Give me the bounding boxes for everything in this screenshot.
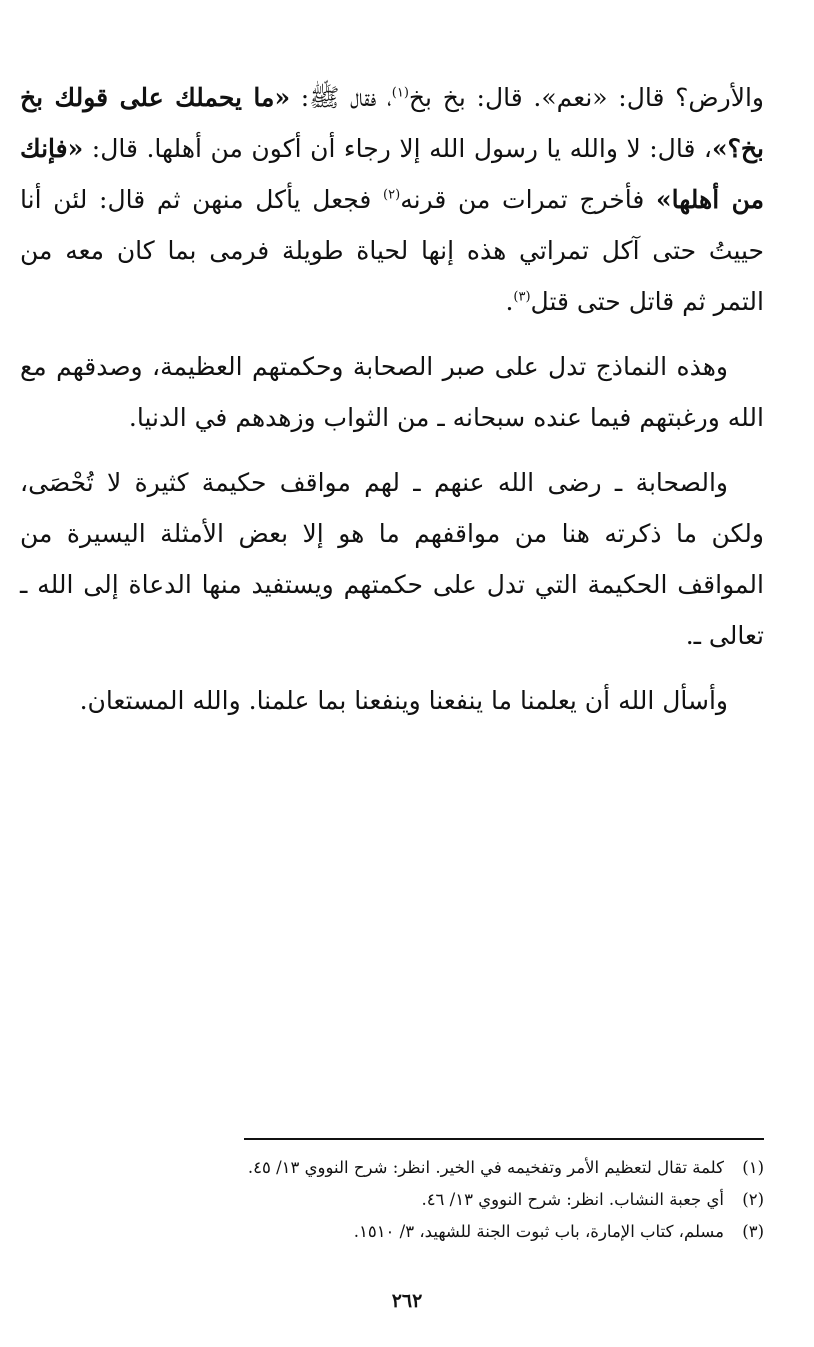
page-number: ٢٦٢ — [391, 1290, 423, 1312]
footnote-1 — [160, 1152, 764, 1184]
main-text — [20, 72, 764, 740]
footnote-ref-1: (١) — [391, 85, 409, 101]
footnote-text: مسلم، كتاب الإمارة، باب ثبوت الجنة للشهيد، ٣/ ١٥١٠. — [353, 1222, 724, 1241]
footnote-ref-3: (٣) — [513, 289, 531, 305]
footnote-ref-2: (٢) — [383, 187, 401, 203]
hadith-quote: «فإنك من أهلها» — [20, 134, 764, 214]
text-segment: فجعل يأكل منهن ثم قال: لئن أنا حييتُ حتى آكل تمراتي هذه إنها لحياة طويلة فرمى بما كان معه من التمر ثم قاتل حتى قتل — [20, 185, 764, 316]
footnote-number: (٢) — [742, 1190, 764, 1209]
text-segment: وهذه النماذج تدل على صبر الصحابة وحكمتهم العظيمة، وصدقهم مع الله ورغبتهم فيما عنده سبحانه ـ من الثواب وزهدهم في الدنيا. — [20, 352, 764, 432]
paragraph-2 — [20, 341, 764, 443]
paragraph-4 — [20, 675, 764, 726]
footnote-divider — [244, 1138, 764, 1140]
paragraph-1 — [20, 72, 764, 327]
footnote-2 — [160, 1184, 764, 1216]
footnote-text: أي جعبة النشاب. انظر: شرح النووي ١٣/ ٤٦. — [421, 1190, 724, 1209]
footnote-text: كلمة تقال لتعظيم الأمر وتفخيمه في الخير. انظر: شرح النووي ١٣/ ٤٥. — [247, 1158, 724, 1177]
text-segment: فأخرج تمرات من قرنه — [400, 185, 656, 214]
text-segment: والصحابة ـ رضى الله عنهم ـ لهم مواقف حكيمة كثيرة لا تُحْصَى، ولكن ما ذكرته هنا من مواقفهم ما هو إلا بعض الأمثلة اليسيرة من المواقف الحكيمة التي تدل على حكمتهم ويستفيد منها الدعاة إلى الله ـ تعالى ـ. — [20, 468, 764, 650]
text-segment: وأسأل الله أن يعلمنا ما ينفعنا وينفعنا بما علمنا. والله المستعان. — [79, 686, 728, 715]
footnote-number: (٣) — [742, 1222, 764, 1241]
text-segment: . — [505, 287, 514, 316]
text-segment: ، قال: لا والله يا رسول الله إلا رجاء أن أكون من أهلها. قال: — [83, 134, 712, 163]
text-segment: والأرض؟ قال: «نعم». قال: بخ بخ — [408, 83, 764, 112]
footnotes — [160, 1138, 764, 1248]
footnote-number: (١) — [742, 1158, 764, 1177]
paragraph-3 — [20, 457, 764, 661]
text-segment: ، فقال ﷺ: — [290, 83, 392, 112]
footnote-3 — [160, 1216, 764, 1248]
hadith-quote: «ما يحملك على قولك بخ بخ؟» — [20, 83, 764, 163]
